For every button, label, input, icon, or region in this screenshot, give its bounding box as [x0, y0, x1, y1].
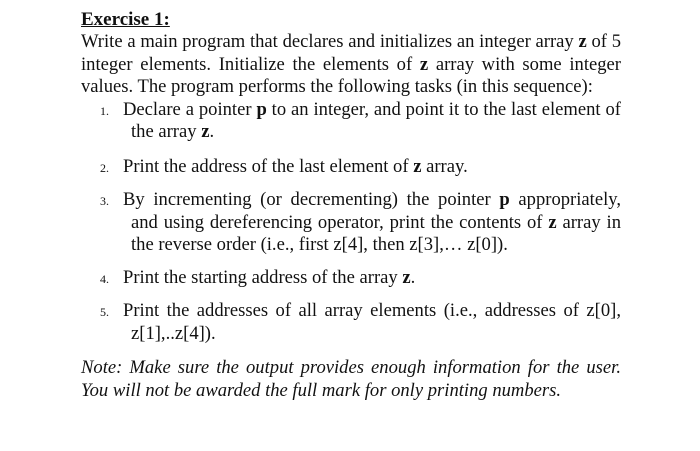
task-number: 5.: [100, 305, 109, 319]
task-text: Declare a pointer p to an integer, and point it to the last element of the array z.: [123, 98, 621, 142]
task-list: [81, 99, 621, 346]
intro-text-3: array with some integer values. The program performs the following tasks (in this sequence):: [81, 53, 621, 97]
task-number: 2.: [100, 160, 109, 175]
exercise-document: [81, 8, 621, 421]
task-number: 4.: [100, 271, 109, 286]
intro-text-1: Write a main program that declares and initializes an integer array: [81, 31, 579, 52]
task-item: [81, 156, 621, 179]
task-item: [81, 99, 621, 144]
task-item: [81, 189, 621, 257]
intro-text-2: of 5 integer elements. Initialize the elements of: [81, 31, 621, 75]
task-item: [81, 267, 621, 290]
exercise-note: Note: Make sure the output provides enough information for the user. You will not be awarded the full mark for only printing numbers.: [81, 357, 621, 401]
intro-array-name: z: [419, 53, 429, 75]
task-text: By incrementing (or decrementing) the pointer p appropriately, and using dereferencing operator, print the contents of z array in the reverse order (i.e., first z[4], then z[3],… z[0]).: [123, 189, 621, 255]
task-item: [81, 300, 621, 345]
task-text: Print the addresses of all array elements (i.e., addresses of z[0], z[1],..z[4]).: [123, 300, 621, 344]
task-text: Print the address of the last element of z array.: [123, 155, 468, 177]
task-number: 3.: [100, 194, 109, 208]
exercise-intro: [81, 31, 621, 99]
intro-array-name: z: [578, 31, 587, 52]
task-number: 1.: [100, 103, 109, 118]
exercise-title: Exercise 1:: [81, 9, 170, 30]
task-text: Print the starting address of the array z.: [123, 266, 416, 288]
